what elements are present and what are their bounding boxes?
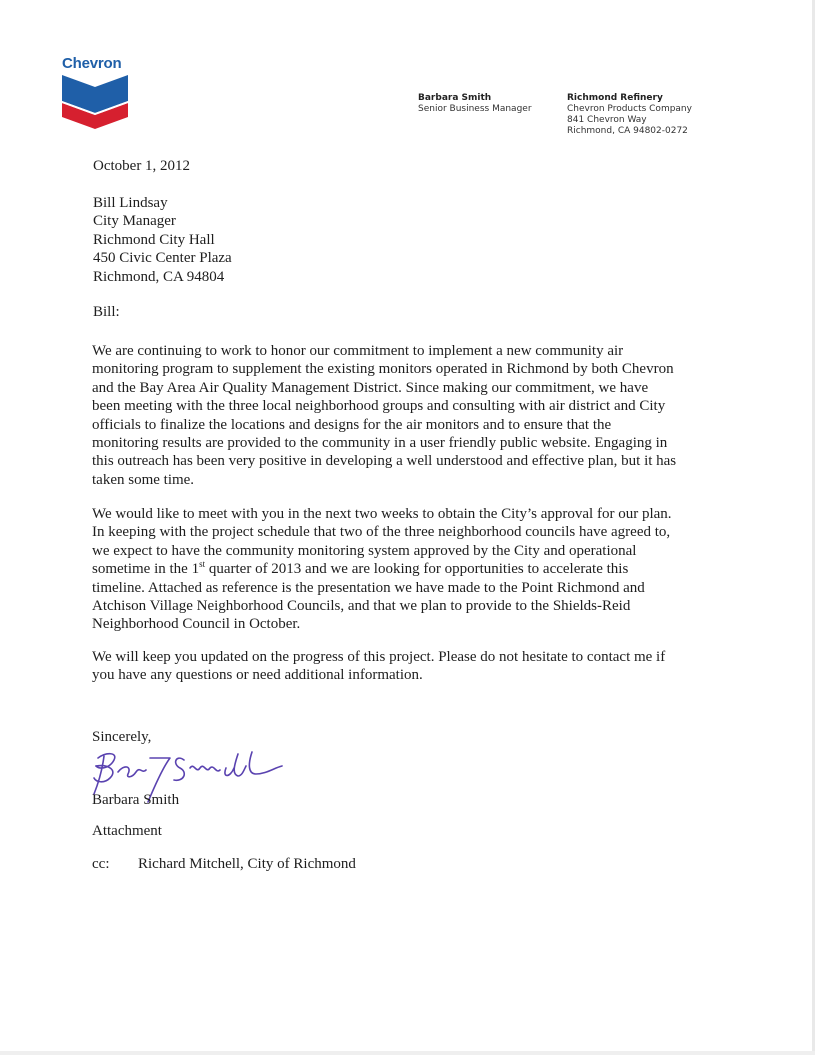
sender-person xyxy=(418,93,532,115)
logo-wordmark: Chevron xyxy=(62,55,122,72)
letter-date: October 1, 2012 xyxy=(93,158,191,174)
closing: Sincerely, xyxy=(92,729,152,745)
sender-company-line: Richmond, CA 94802-0272 xyxy=(567,126,688,136)
paragraph-line: monitoring results are provided to the community in a user friendly public website. Engaging in xyxy=(92,435,668,452)
paragraph-line xyxy=(92,560,672,578)
paragraph-line: this outreach has been very positive in developing a well understood and effective plan, but it has xyxy=(92,453,677,470)
recipient-line: City Manager xyxy=(93,213,176,230)
paragraph-line: taken some time. xyxy=(92,471,195,488)
cc-recipient: Richard Mitchell, City of Richmond xyxy=(138,856,356,872)
line-segment: sometime in the 1 xyxy=(92,561,200,578)
paragraph-line: timeline. Attached as reference is the presentation we have made to the Point Richmond and xyxy=(92,579,645,596)
paragraph-line: been meeting with the three local neighborhood groups and consulting with air district and City xyxy=(92,398,666,415)
line-segment: quarter of 2013 and we are looking for opportunities to accelerate this xyxy=(205,561,629,578)
paragraph-line: we expect to have the community monitoring system approved by the City and operational xyxy=(92,542,637,559)
enclosure-note: Attachment xyxy=(92,823,162,839)
body-paragraph-3 xyxy=(92,648,665,685)
recipient-line: Bill Lindsay xyxy=(93,195,168,211)
paragraph-line: you have any questions or need additional information. xyxy=(92,667,423,684)
scan-edge-bottom xyxy=(0,1051,815,1055)
paragraph-line: In keeping with the project schedule that two of the three neighborhood councils have agreed to, xyxy=(92,524,671,541)
sender-company-line: 841 Chevron Way xyxy=(567,115,647,125)
body-paragraph-1 xyxy=(92,342,676,489)
ordinal-suffix: st xyxy=(199,559,206,570)
chevron-logo xyxy=(62,56,132,129)
recipient-address xyxy=(93,194,232,286)
paragraph-line: monitoring program to supplement the existing monitors operated in Richmond by both Chevron xyxy=(92,361,674,378)
recipient-line: 450 Civic Center Plaza xyxy=(93,250,232,267)
recipient-line: Richmond, CA 94804 xyxy=(93,268,225,285)
salutation: Bill: xyxy=(93,304,120,320)
paragraph-line: officials to finalize the locations and designs for the air monitors and to ensure that the xyxy=(92,416,612,433)
recipient-line: Richmond City Hall xyxy=(93,231,215,248)
paragraph-line: We would like to meet with you in the next two weeks to obtain the City’s approval for our plan. xyxy=(92,506,672,522)
paragraph-line: and the Bay Area Air Quality Management District. Since making our commitment, we have xyxy=(92,379,649,396)
paragraph-line: Atchison Village Neighborhood Councils, and that we plan to provide to the Shields-Reid xyxy=(92,598,631,615)
sender-name: Barbara Smith xyxy=(418,93,492,103)
chevron-hallmark-icon xyxy=(62,73,128,129)
body-paragraph-2 xyxy=(92,505,672,634)
sender-company xyxy=(567,93,692,137)
sender-title: Senior Business Manager xyxy=(418,104,532,114)
paragraph-line: We will keep you updated on the progress of this project. Please do not hesitate to contact me if xyxy=(92,649,666,665)
paragraph-line: We are continuing to work to honor our commitment to implement a new community air xyxy=(92,343,624,359)
cc-label: cc: xyxy=(92,856,110,872)
paragraph-line: Neighborhood Council in October. xyxy=(92,616,301,633)
sender-company-line: Chevron Products Company xyxy=(567,104,692,114)
signer-name: Barbara Smith xyxy=(92,792,180,808)
sender-company-line: Richmond Refinery xyxy=(567,93,663,103)
